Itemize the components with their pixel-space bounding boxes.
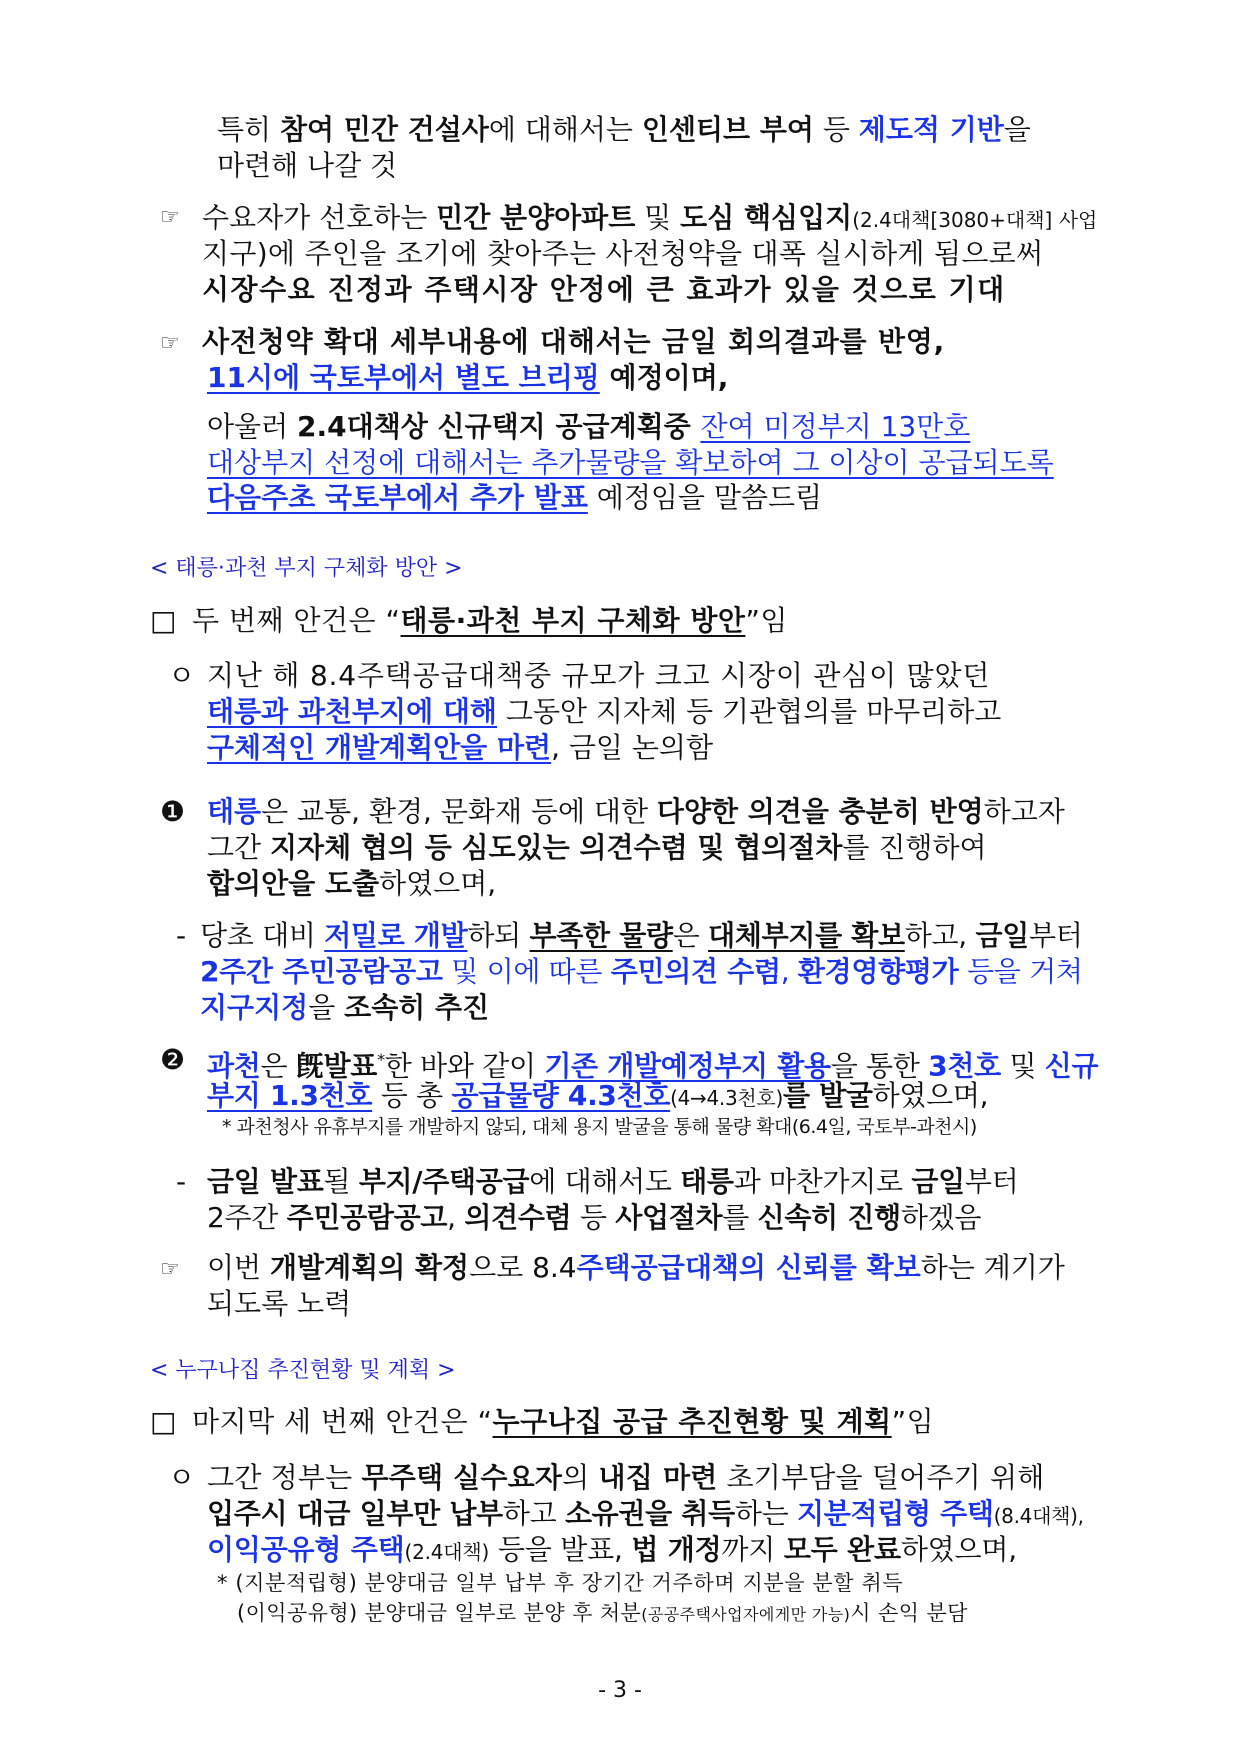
section-heading-nuguna: < 누구나집 추진현황 및 계획 > [150,1358,456,1383]
para-demand-line2: 지구)에 주인을 조기에 찾아주는 사전청약을 대폭 실시하게 됨으로써 [202,237,1044,270]
para-briefing-line1: 사전청약 확대 세부내용에 대해서는 금일 회의결과를 반영, [202,325,946,358]
item-numbered-1-line2: 그간 지자체 협의 등 심도있는 의견수렴 및 협의절차를 진행하여 [207,831,987,864]
item-circle-2-line1: 그간 정부는 무주택 실수요자의 내집 마련 초기부담을 덜어주기 위해 [207,1461,1045,1494]
para-trust-line2: 되도록 노력 [207,1287,352,1320]
item-numbered-1-line1: 태릉은 교통, 환경, 문화재 등에 대한 다양한 의견을 충분히 반영하고자 [207,795,1065,828]
item-circle-1-line1: 지난 해 8.4주택공급대책중 규모가 크고 시장이 관심이 많았던 [207,659,991,692]
para-briefing-line4: 대상부지 선정에 대해서는 추가물량을 확보하여 그 이상이 공급되도록 [207,446,1054,479]
item-circle-1-line2: 태릉과 과천부지에 대해 그동안 지자체 등 기관협의를 마무리하고 [207,695,1002,728]
para-incentive-line2: 마련해 나갈 것 [217,149,398,182]
item-numbered-2-footnote: * 과천청사 유휴부지를 개발하지 않되, 대체 용지 발굴을 통해 물량 확대(6.4일, 국토부-과천시) [222,1116,977,1138]
dash-bullet: - [176,1165,187,1198]
dash-bullet: - [176,919,187,952]
item-circle-2-note2: (이익공유형) 분양대금 일부로 분양 후 처분(공공주택사업자에게만 가능)시 손익 분담 [237,1601,968,1625]
para-incentive-line1: 특히 참여 민간 건설사에 대해서는 인센티브 부여 등 제도적 기반을 [217,113,1031,146]
para-trust-line1: 이번 개발계획의 확정으로 8.4주택공급대책의 신뢰를 확보하는 계기가 [207,1251,1065,1284]
circle-bullet-icon: ㅇ [168,1461,196,1494]
item-numbered-1-line3: 합의안을 도출하였으며, [207,867,497,900]
para-briefing-line5: 다음주초 국토부에서 추가 발표 예정임을 말씀드림 [207,481,823,514]
pointing-hand-icon: ☞ [160,331,180,356]
item-numbered-2-line1: 과천은 旣발표*한 바와 같이 기존 개발예정부지 활용을 통한 3천호 및 신규 [207,1049,1099,1083]
item-dash-1-line2: 2주간 주민공람공고 및 이에 따른 주민의견 수렴, 환경영향평가 등을 거쳐 [200,955,1083,988]
checkbox-square-icon: □ [150,1405,177,1438]
para-briefing-line3: 아울러 2.4대책상 신규택지 공급계획중 잔여 미정부지 13만호 [207,410,971,443]
number-two-icon: ❷ [160,1043,186,1076]
number-one-icon: ❶ [160,795,186,828]
section-heading-taereung: < 태릉·과천 부지 구체화 방안 > [150,556,463,581]
item-nuguna-title: 마지막 세 번째 안건은 “누구나집 공급 추진현황 및 계획”임 [192,1405,935,1438]
item-dash-1-line1: 당초 대비 저밀로 개발하되 부족한 물량은 대체부지를 확보하고, 금일부터 [200,919,1083,952]
item-taereung-title: 두 번째 안건은 “태릉·과천 부지 구체화 방안”임 [192,604,788,637]
item-dash-1-line3: 지구지정을 조속히 추진 [200,991,490,1024]
item-circle-2-line2: 입주시 대금 일부만 납부하고 소유권을 취득하는 지분적립형 주택(8.4대책), [207,1497,1084,1530]
para-demand-line3: 시장수요 진정과 주택시장 안정에 큰 효과가 있을 것으로 기대 [202,273,1006,306]
pointing-hand-icon: ☞ [160,1257,180,1282]
para-briefing-line2: 11시에 국토부에서 별도 브리핑 예정이며, [207,361,729,394]
item-dash-2-line2: 2주간 주민공람공고, 의견수렴 등 사업절차를 신속히 진행하겠음 [207,1201,982,1234]
item-circle-2-note1: * (지분적립형) 분양대금 일부 납부 후 장기간 거주하며 지분을 분할 취득 [217,1571,904,1595]
checkbox-square-icon: □ [150,604,177,637]
item-dash-2-line1: 금일 발표될 부지/주택공급에 대해서도 태릉과 마찬가지로 금일부터 [207,1165,1019,1198]
item-circle-1-line3: 구체적인 개발계획안을 마련, 금일 논의함 [207,731,714,764]
pointing-hand-icon: ☞ [160,205,180,230]
item-numbered-2-line2: 부지 1.3천호 등 총 공급물량 4.3천호(4→4.3천호)를 발굴하였으며, [207,1079,989,1112]
circle-bullet-icon: ㅇ [168,659,196,692]
para-demand-line1: 수요자가 선호하는 민간 분양아파트 및 도심 핵심입지(2.4대책[3080+대책] 사업 [202,201,1098,234]
item-circle-2-line3: 이익공유형 주택(2.4대책) 등을 발표, 법 개정까지 모두 완료하였으며, [207,1533,1017,1566]
page-number: - 3 - [598,1678,642,1703]
